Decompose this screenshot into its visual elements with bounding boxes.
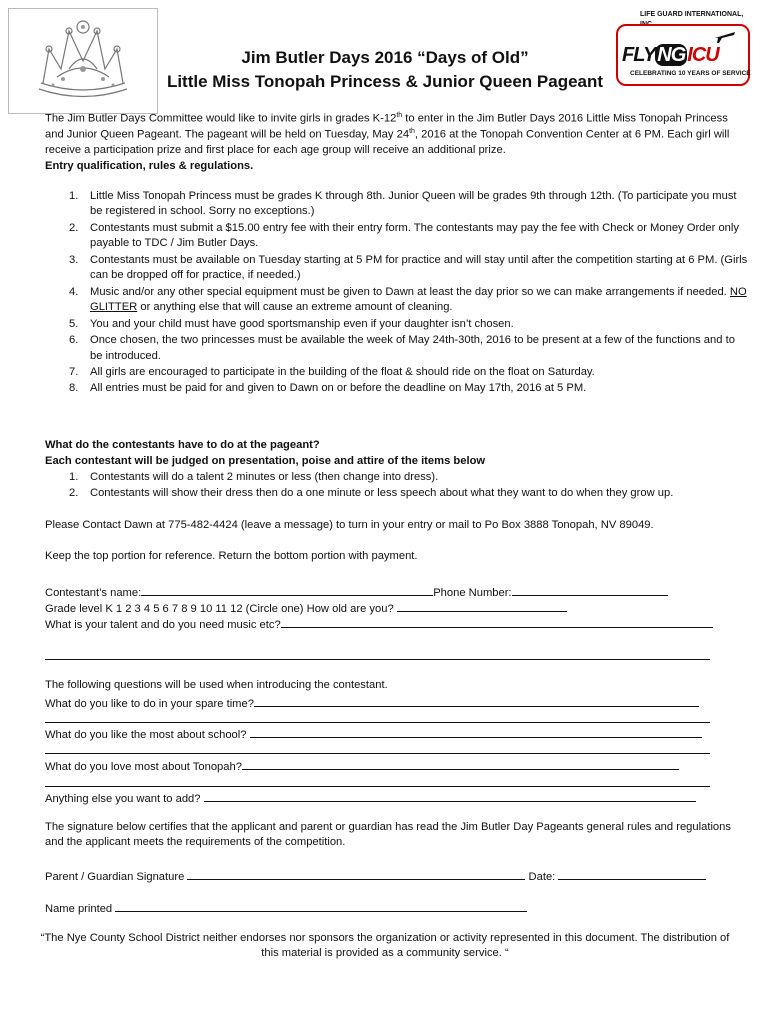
age-field[interactable] <box>397 599 567 612</box>
name-label: Contestant’s name: <box>45 587 142 599</box>
talent-row <box>45 615 735 633</box>
q2-label: What do you like the most about school? <box>45 729 247 741</box>
q3-row <box>45 757 735 775</box>
date-field[interactable] <box>558 867 706 880</box>
signature-field[interactable] <box>187 867 525 880</box>
intro-paragraph: The Jim Butler Days Committee would like to invite girls in grades K-12th to enter in the Jim Butler Days 2016 Little Miss Tonopah Princess and Junior Queen Pageant. The pageant will be held on Tuesday, May 24th, 2016 at the Tonopah Convention Center at 6 PM. Each girl will receive a participation prize and first place for each age group will receive an additional prize. <box>45 112 730 157</box>
q1-field[interactable] <box>254 694 699 707</box>
phone-field[interactable] <box>512 583 668 596</box>
talent-field[interactable] <box>281 615 713 628</box>
phone-label: Phone Number: <box>433 587 512 599</box>
rule-item: 8. All entries must be paid for and given to Dawn on or before the deadline on May 17th, 2016 at 5 PM. <box>69 382 587 395</box>
pageant-question: What do the contestants have to do at the pageant? <box>45 439 320 451</box>
rule-item: 5. You and your child must have good sportsmanship even if your daughter isn’t chosen. <box>69 317 514 330</box>
pageant-items <box>45 470 735 503</box>
certification-text: The signature below certifies that the applicant and parent or guardian has read the Jim Butler Day Pageants general rules and regulations and the applicant meets the requirements of the competition. <box>45 821 731 849</box>
rule-item: 1. Little Miss Tonopah Princess must be grades K through 8th. Junior Queen will be grades 9th through 12th. (To participate you must be registered in school. Sorry no exceptions.) <box>69 190 737 218</box>
q4-label: Anything else you want to add? <box>45 793 201 805</box>
q3-label: What do you love most about Tonopah? <box>45 761 242 773</box>
tiara-logo <box>8 8 158 114</box>
q3-field[interactable] <box>242 757 679 770</box>
name-field[interactable] <box>141 583 433 596</box>
talent-label: What is your talent and do you need music etc? <box>45 619 281 631</box>
q1-field-line-2[interactable] <box>45 722 710 723</box>
q2-field-line-2[interactable] <box>45 753 710 754</box>
page-title: Jim Butler Days 2016 “Days of Old” <box>241 48 529 67</box>
logo-company-name: LIFE GUARD INTERNATIONAL, INC. <box>640 11 744 28</box>
keep-instruction: Keep the top portion for reference. Return the bottom portion with payment. <box>45 550 418 562</box>
questions-intro: The following questions will be used when introducing the contestant. <box>45 679 388 691</box>
rules-list <box>45 189 750 398</box>
disclaimer: “The Nye County School District neither endorses nor sponsors the organization or activity represented in this document. The distribution of this material is provided as a community service. “ <box>40 932 730 960</box>
name-printed-field[interactable] <box>115 899 527 912</box>
rule-item: 4. Music and/or any other special equipment must be given to Dawn at least the day prior so we can make arrangements if needed. NO GLITTER or anything else that will cause an extreme amount of cleaning. <box>69 285 747 314</box>
q2-row <box>45 725 735 743</box>
logo-fly-text: FLY <box>622 44 656 66</box>
rules-heading: Entry qualification, rules & regulations. <box>45 160 254 172</box>
rule-item: 3. Contestants must be available on Tuesday starting at 5 PM for practice and will stay until after the competition starting at 6 PM. (Girls can be dropped off for practice, if needed.) <box>69 253 748 282</box>
judged-statement: Each contestant will be judged on presentation, poise and attire of the items below <box>45 455 486 467</box>
q1-row <box>45 694 735 712</box>
name-printed-row <box>45 899 735 917</box>
q2-field[interactable] <box>250 725 702 738</box>
page-subtitle: Little Miss Tonopah Princess & Junior Queen Pageant <box>166 72 604 91</box>
contact-info: Please Contact Dawn at 775-482-4424 (leave a message) to turn in your entry or mail to Po Box 3888 Tonopah, NV 89049. <box>45 519 654 531</box>
q4-row <box>45 789 735 807</box>
logo-ng-text: NG <box>657 44 686 66</box>
rule-item: 7. All girls are encouraged to participate in the building of the float & should ride on the float on Saturday. <box>69 365 595 378</box>
q3-field-line-2[interactable] <box>45 786 710 787</box>
logo-tagline: CELEBRATING 10 YEARS OF SERVICE <box>630 70 751 77</box>
date-label: Date: <box>528 871 556 883</box>
pageant-item: 2. Contestants will show their dress then do a one minute or less speech about what they want to do when they grow up. <box>69 487 674 500</box>
logo-icu-text: ICU <box>687 44 719 66</box>
airplane-icon <box>714 28 736 44</box>
q4-field[interactable] <box>204 789 696 802</box>
signature-label: Parent / Guardian Signature <box>45 871 185 883</box>
name-printed-label: Name printed <box>45 903 113 915</box>
rule-item: 2. Contestants must submit a $15.00 entry fee with their entry form. The contestants may pay the fee with Check or Money Order only payable to TDC / Jim Butler Days. <box>69 221 739 250</box>
talent-field-line-2[interactable] <box>45 659 710 660</box>
pageant-item: 1. Contestants will do a talent 2 minutes or less (then change into dress). <box>69 471 439 483</box>
q1-label: What do you like to do in your spare time? <box>45 698 254 710</box>
flying-icu-logo <box>610 8 752 100</box>
grade-label: Grade level K 1 2 3 4 5 6 7 8 9 10 11 12 (Circle one) How old are you? <box>45 603 394 615</box>
tiara-icon <box>9 9 157 113</box>
signature-row <box>45 867 735 885</box>
rule-item: 6. Once chosen, the two princesses must be available the week of May 24th-30th, 2016 to be present at a few of the functions and to be introduced. <box>69 334 735 362</box>
